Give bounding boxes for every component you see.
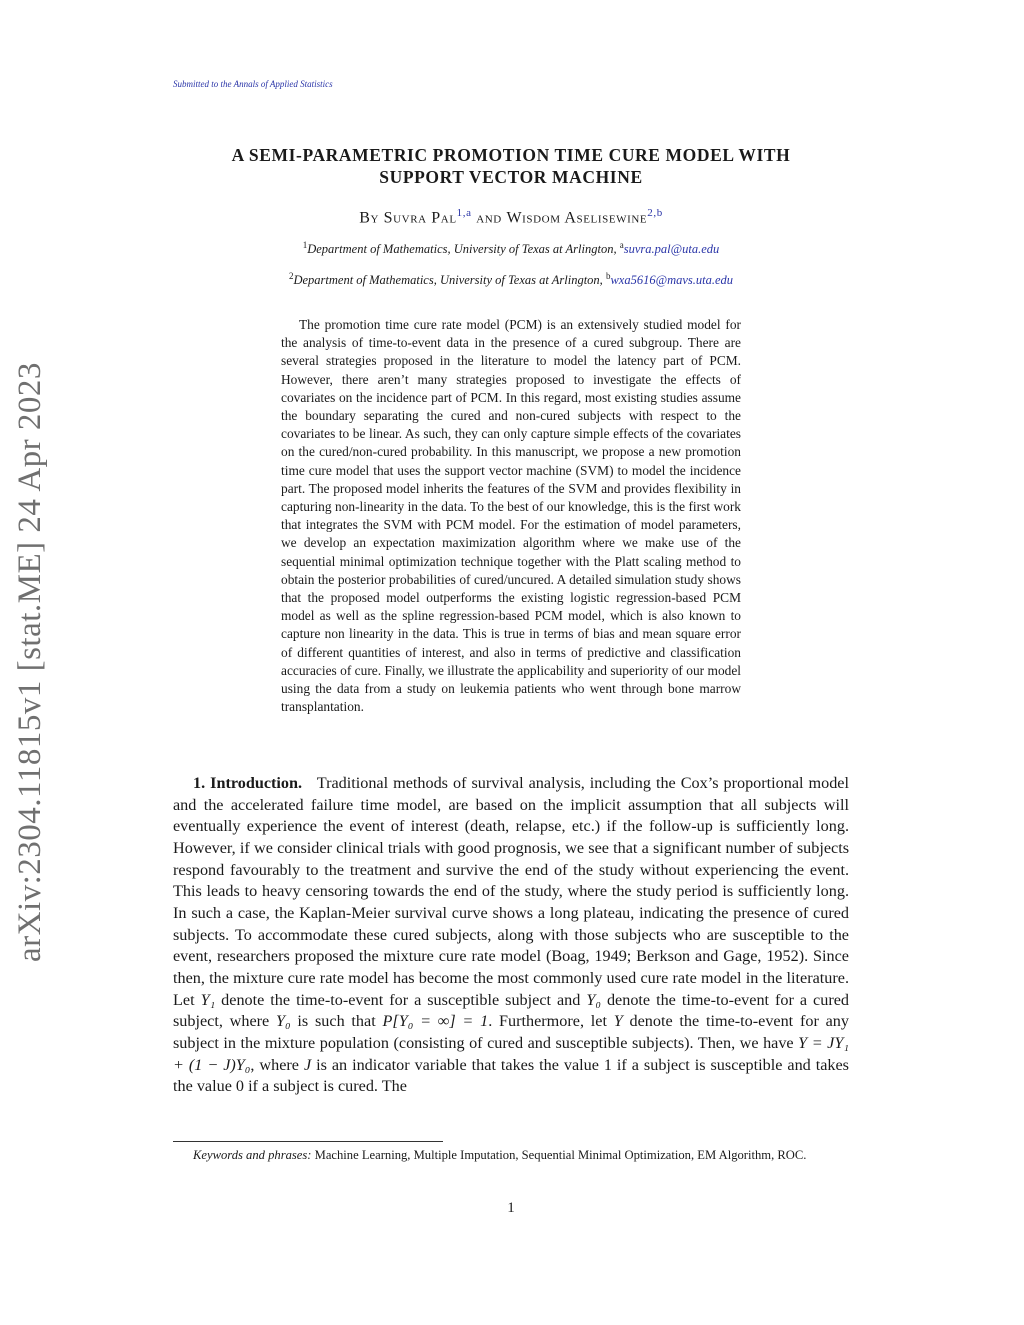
math-mixture-equation: Y = JY₁ + (1 − J)Y₀ (173, 1033, 849, 1074)
affiliation-2-email-marker: b (605, 271, 611, 281)
author-2-affil-marker: 2,b (647, 207, 663, 219)
keywords-label: Keywords and phrases: (193, 1148, 312, 1162)
intro-text-h: is an indicator variable that takes the value 1 if a subject is susceptible and takes the value 0 if a subject is cured. The (173, 1055, 849, 1096)
author-1-name: Suvra Pal (383, 209, 457, 227)
intro-text-c: denote the time-to-event for a cured subject, where (173, 990, 849, 1031)
intro-text-b: denote the time-to-event for a susceptible subject and (215, 990, 587, 1009)
journal-header-note: Submitted to the Annals of Applied Statistics (173, 79, 333, 89)
title-line-1: A SEMI-PARAMETRIC PROMOTION TIME CURE MODEL WITH (231, 145, 791, 165)
author-2-name: Wisdom Aselisewine (506, 209, 648, 227)
paper-title (173, 144, 849, 188)
title-line-2: SUPPORT VECTOR MACHINE (379, 167, 643, 187)
affiliation-2 (173, 271, 849, 288)
intro-text-g: , where (250, 1055, 304, 1074)
math-j: J (303, 1055, 312, 1074)
intro-text-e: . Furthermore, let (488, 1012, 614, 1031)
math-y0: Y₀ (586, 990, 601, 1009)
math-y0-second: Y₀ (276, 1012, 291, 1031)
intro-text-f: denote the time-to-event for any subject in the mixture population (consisting of cured and susceptible subjects). Then, we have (173, 1012, 849, 1052)
math-probability: P[Y₀ = ∞] = 1 (382, 1012, 489, 1031)
intro-text-a: Traditional methods of survival analysis, including the Cox’s proportional model and the accelerated failure time model, are based on the implicit assumption that all subjects will eventually experience the event of interest (death, relapse, etc.) if the follow-up is sufficiently long. However, if we consider clinical trials with good prognosis, we see that a significant number of subjects respond favourably to the treatment and survive the end of the study without experiencing the event. This leads to heavy censoring towards the end of the study, where the study period is sufficiently long. In such a case, the Kaplan-Meier survival curve shows a long plateau, indicating the presence of cured subjects. To accommodate these cured subjects, along with those subjects who are susceptible to the event, researchers proposed the mixture cure rate model (Boag, 1949; Berkson and Gage, 1952). Since then, the mixture cure rate model has become the most commonly used cure rate model in the literature. Let (173, 774, 849, 1009)
section-title: Introduction. (210, 774, 303, 792)
keywords-text: Machine Learning, Multiple Imputation, Sequential Minimal Optimization, EM Algorithm, ROC. (311, 1148, 807, 1162)
affiliation-1-email-marker: a (619, 240, 624, 250)
section-number: 1. (193, 774, 206, 792)
keywords-footnote (173, 1146, 849, 1164)
affiliation-1 (173, 240, 849, 257)
affiliation-2-marker: 2 (288, 271, 294, 281)
page-number: 1 (507, 1200, 515, 1216)
affiliation-2-email-link[interactable]: wxa5616@mavs.uta.edu (610, 273, 734, 288)
introduction-paragraph (173, 773, 849, 1098)
math-y: Y (613, 1012, 623, 1031)
author-1-affil-marker: 1,a (456, 207, 472, 219)
author-line (173, 207, 849, 227)
intro-text-d: is such that (290, 1012, 383, 1031)
math-y1: Y₁ (200, 990, 216, 1009)
affiliation-1-text: Department of Mathematics, University of Texas at Arlington, (307, 242, 620, 257)
footnote-rule (173, 1141, 443, 1142)
affiliation-2-text: Department of Mathematics, University of Texas at Arlington, (293, 273, 606, 288)
affiliation-1-marker: 1 (302, 240, 308, 250)
arxiv-stamp: arXiv:2304.11815v1 [stat.ME] 24 Apr 2023 (12, 362, 48, 962)
abstract: The promotion time cure rate model (PCM) is an extensively studied model for the analysis of time-to-event data in the presence of a cured subgroup. There are several strategies proposed in the literature to model the latency part of PCM. However, there aren’t many strategies proposed to investigate the effects of covariates on the incidence part of PCM. In this regard, most existing studies assume the boundary separating the cured and non-cured subjects with respect to the covariates to be linear. As such, they can only capture simple effects of the covariates on the cured/non-cured probability. In this manuscript, we propose a new promotion time cure model that uses the support vector machine (SVM) to model the incidence part. The proposed model inherits the features of the SVM and provides flexibility in capturing non-linearity in the data. To the best of our knowledge, this is the first work that integrates the SVM with PCM model. For the estimation of model parameters, we develop an expectation maximization algorithm where we make use of the sequential minimal optimization technique together with the Platt scaling method to obtain the posterior probabilities of cured/uncured. A detailed simulation study shows that the proposed model outperforms the existing logistic regression-based PCM model as well as the spline regression-based PCM model, which is also known to capture non linearity in the data. This is true in terms of bias and mean square error of different quantities of interest, and also in terms of predictive and classification accuracies of cure. Finally, we illustrate the applicability and superiority of our model using the data from a study on leukemia patients who went through bone marrow transplantation. (281, 317, 741, 715)
and-label: and (476, 209, 502, 227)
by-label: By (359, 209, 380, 227)
affiliation-1-email-link[interactable]: suvra.pal@uta.edu (623, 242, 720, 257)
